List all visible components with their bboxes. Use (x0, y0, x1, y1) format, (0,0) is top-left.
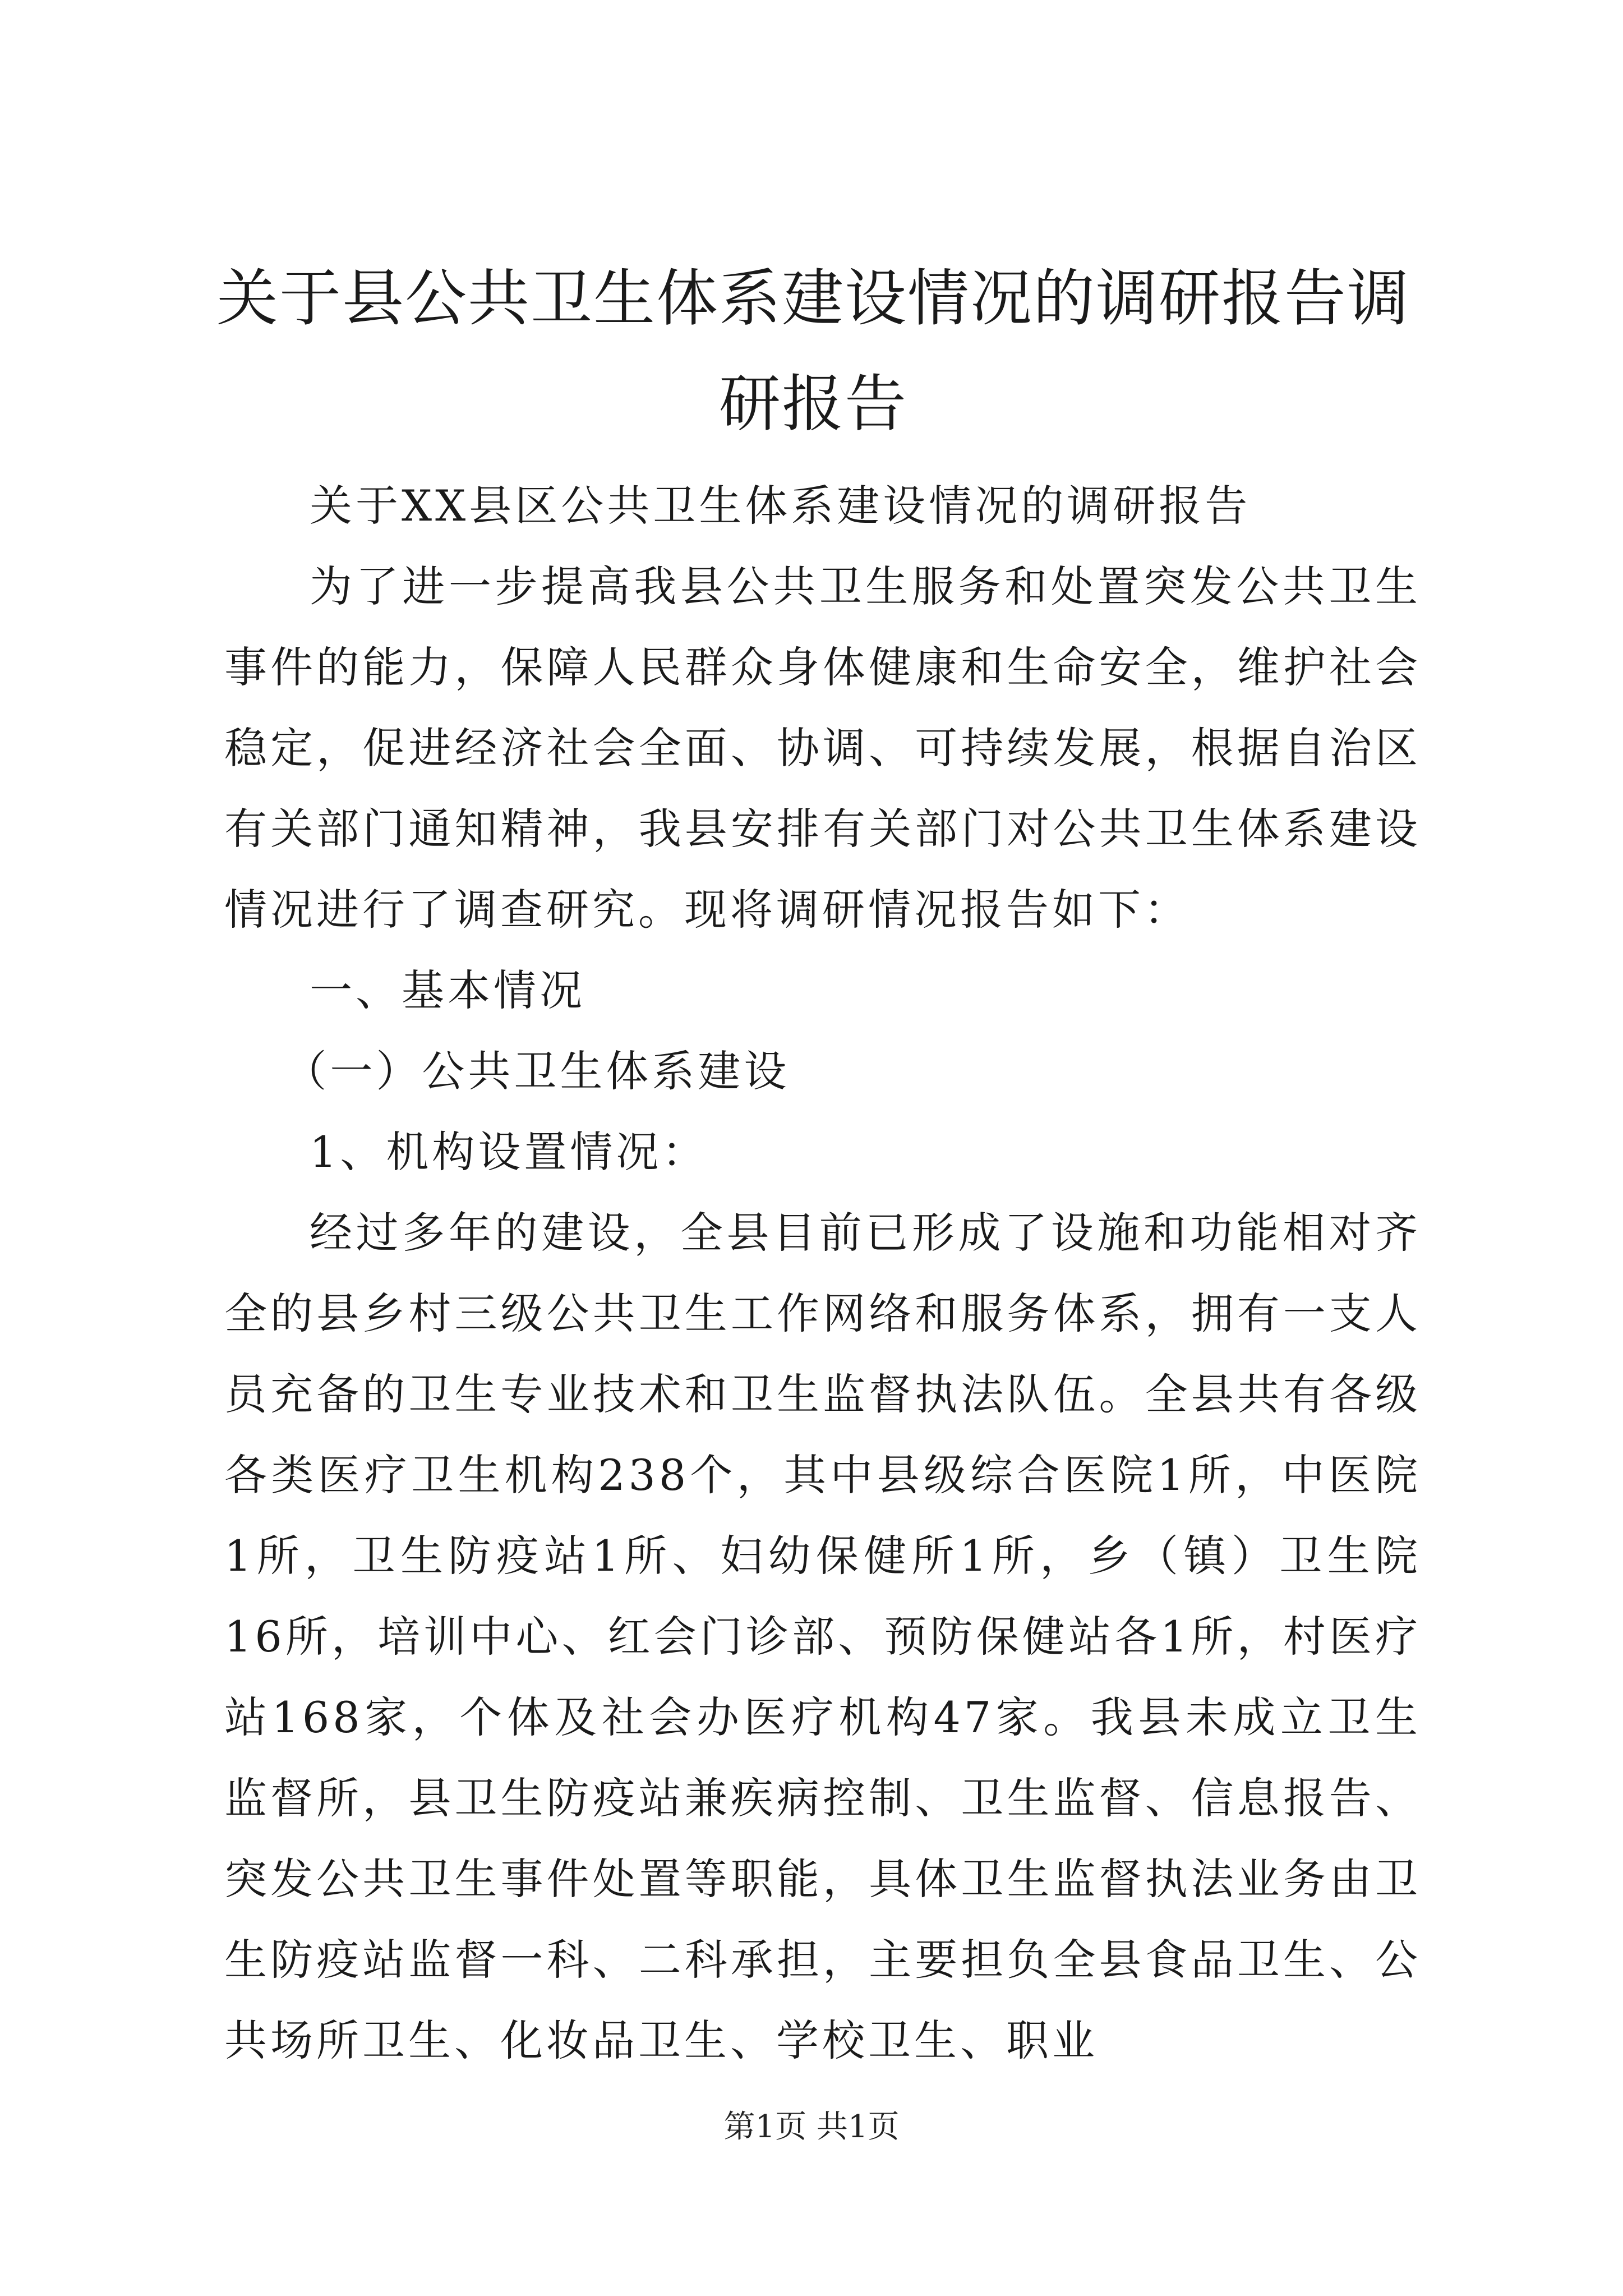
report-subtitle-paragraph: 关于XX县区公共卫生体系建设情况的调研报告 (310, 481, 1251, 531)
page-number-label: 第1页 共1页 (723, 2109, 900, 2145)
item-heading-institution-setup: 1、机构设置情况： (310, 1127, 708, 1177)
subsection-heading-system-construction: （一）公共卫生体系建设 (284, 1046, 790, 1096)
document-title: 关于县公共卫生体系建设情况的调研报告调研报告 (216, 263, 1410, 440)
institution-detail-paragraph: 经过多年的建设，全县目前已形成了设施和功能相对齐全的县乡村三级公共卫生工作网络和服务体系，拥有一支人员充备的卫生专业技术和卫生监督执法队伍。全县共有各级各类医疗卫生机构238个，其中县级综合医院1所，中医院1所，卫生防疫站1所、妇幼保健所1所，乡（镇）卫生院16所，培训中心、红会门诊部、预防保健站各1所，村医疗站168家，个体及社会办医疗机构47家。我县未成立卫生监督所，县卫生防疫站兼疾病控制、卫生监督、信息报告、突发公共卫生事件处置等职能，具体卫生监督执法业务由卫生防疫站监督一科、二科承担，主要担负全县食品卫生、公共场所卫生、化妆品卫生、学校卫生、职业 (224, 1208, 1421, 2065)
page-footer (0, 2105, 1623, 2150)
document-body (224, 466, 1421, 2081)
section-heading-basic-situation: 一、基本情况 (310, 965, 585, 1015)
intro-paragraph: 为了进一步提高我县公共卫生服务和处置突发公共卫生事件的能力，保障人民群众身体健康和生命安全，维护社会稳定，促进经济社会全面、协调、可持续发展，根据自治区有关部门通知精神，我县安排有关部门对公共卫生体系建设情况进行了调查研究。现将调研情况报告如下： (224, 562, 1421, 935)
